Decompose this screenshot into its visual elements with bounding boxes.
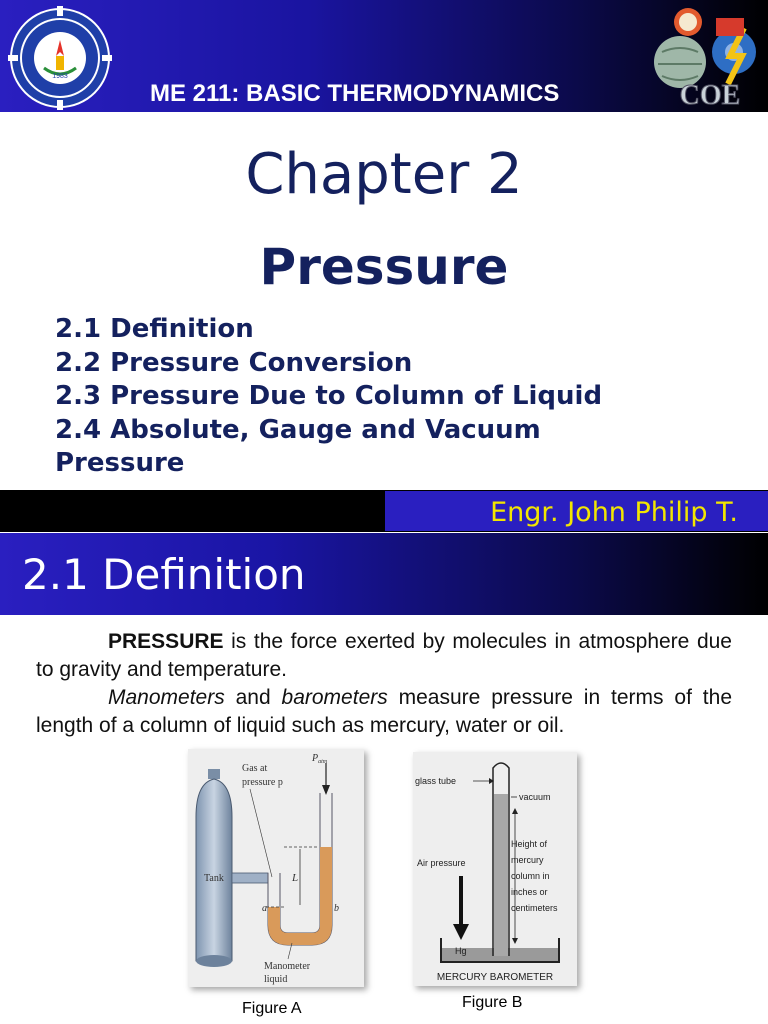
definition-paragraph <box>36 628 732 684</box>
label-b: b <box>334 903 339 914</box>
manometers-term: Manometers <box>108 686 225 709</box>
label-height-2: mercury <box>511 855 544 865</box>
conjunction-text: and <box>224 686 282 709</box>
toc-item: 2.4 Absolute, Gauge and Vacuum <box>55 414 541 445</box>
pressure-term: PRESSURE <box>108 630 224 653</box>
label-patm-main: P <box>312 753 319 764</box>
label-height-1: Height of <box>511 839 548 849</box>
figure-b-barometer <box>413 752 577 986</box>
section-title: 2.1 Definition <box>22 550 306 599</box>
label-manometer-line2: liquid <box>264 974 288 985</box>
label-height-5: centimeters <box>511 903 558 913</box>
table-of-contents <box>55 313 602 481</box>
label-gas-line2: pressure p <box>242 777 283 788</box>
seal-year: 1983 <box>52 73 68 80</box>
figure-b-caption: Figure B <box>462 994 523 1011</box>
header-banner <box>0 0 768 112</box>
label-gas-line1: Gas at <box>242 763 268 774</box>
label-tank: Tank <box>204 873 224 884</box>
label-glass-tube: glass tube <box>415 776 457 786</box>
label-mercury-barometer: MERCURY BAROMETER <box>436 972 554 983</box>
label-height-4: inches or <box>511 887 548 897</box>
label-vacuum: vacuum <box>519 792 551 802</box>
label-a: a <box>262 903 267 914</box>
label-manometer-line1: Manometer <box>264 961 311 972</box>
toc-item: 2.2 Pressure Conversion <box>55 347 413 378</box>
label-height-3: column in <box>511 871 550 881</box>
figure-a-manometer <box>188 749 364 987</box>
label-patm-sub: atm <box>318 759 328 765</box>
figure-a-caption: Figure A <box>242 1000 302 1017</box>
chapter-title: Chapter 2 <box>245 142 523 207</box>
college-seal-logo <box>8 6 112 110</box>
toc-item: 2.3 Pressure Due to Column of Liquid <box>55 381 603 411</box>
chapter-topic: Pressure <box>259 238 509 296</box>
author-name: Engr. John Philip T. <box>490 497 738 528</box>
coe-logo-text: COE <box>679 80 741 110</box>
toc-item: Pressure <box>55 448 185 478</box>
definition-text: is the force exerted by molecules in atmosphere due to gravity and temperature. <box>36 630 732 681</box>
label-hg: Hg <box>455 946 467 956</box>
instruments-paragraph <box>36 684 732 740</box>
label-air-pressure: Air pressure <box>417 858 466 868</box>
coe-logo <box>648 4 766 110</box>
course-title: ME 211: BASIC THERMODYNAMICS <box>150 80 560 107</box>
toc-item: 2.1 Definition <box>55 314 254 344</box>
label-L: L <box>292 872 299 884</box>
instruments-text: measure pressure in terms of the length of a column of liquid such as mercury, water or oil. <box>36 686 732 737</box>
barometers-term: barometers <box>281 686 388 709</box>
